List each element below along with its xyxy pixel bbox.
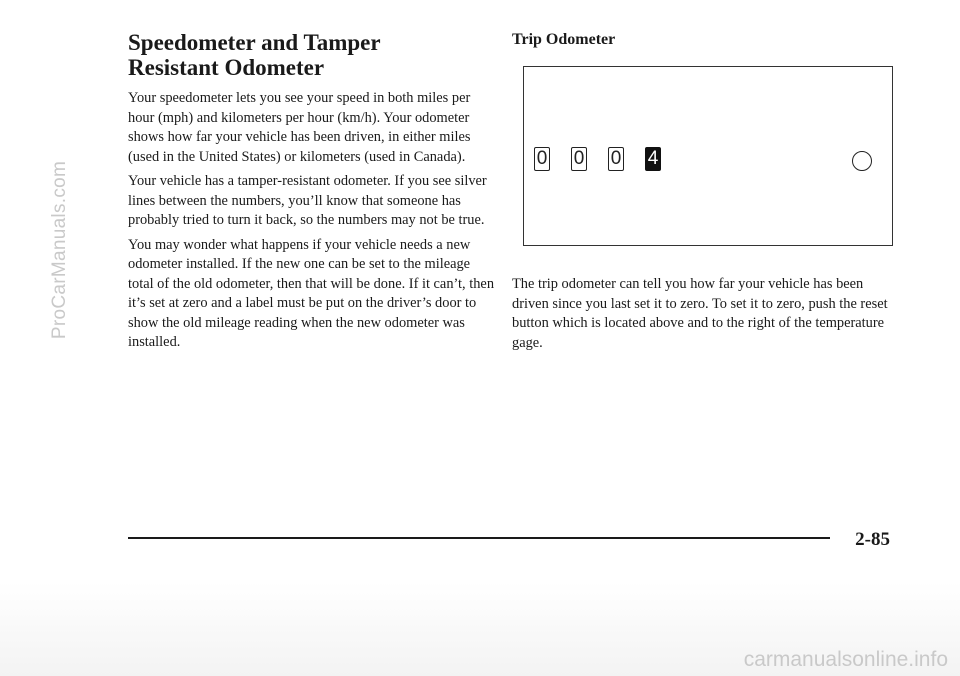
- section-title: [128, 30, 498, 80]
- paragraph-trip-odometer: The trip odometer can tell you how far your vehicle has been driven since you last set it to zero. To set it to zero, push the reset button which is located above and to the right of the temperature gage.: [512, 276, 888, 351]
- watermark-procarmanuals: ProCarManuals.com: [49, 160, 70, 340]
- paragraph-new-odometer: You may wonder what happens if your vehicle needs a new odometer installed. If the new one can be set to the mileage total of the old odometer, then that will be done. If it can’t, then it’s set at zero and a label must be put on the driver’s door to show the old mileage reading when the new odometer was installed.: [128, 236, 495, 350]
- trip-odometer-illustration: [523, 66, 893, 246]
- footer-divider: [128, 537, 830, 539]
- odometer-digits: [534, 147, 682, 171]
- right-column: [512, 30, 897, 358]
- odometer-digit-active: 4: [645, 147, 661, 171]
- page-number: 2-85: [855, 529, 890, 550]
- odometer-digit: 0: [571, 147, 587, 171]
- section-title-line2: Resistant Odometer: [128, 55, 325, 80]
- paragraph-speedometer: Your speedometer lets you see your speed in both miles per hour (mph) and kilometers per hour (km/h). Your odometer shows how far your vehicle has been driven, in either miles (used in the United States) or kilometers (used in Canada).: [128, 90, 471, 165]
- section-title-line1: Speedometer and Tamper: [128, 30, 381, 55]
- odometer-digit: 0: [608, 147, 624, 171]
- reset-button-icon: [852, 151, 872, 171]
- odometer-digit: 0: [534, 147, 550, 171]
- watermark-carmanualsonline: carmanualsonline.info: [743, 648, 948, 671]
- trip-odometer-title: Trip Odometer: [512, 31, 616, 48]
- left-column: [128, 30, 498, 358]
- paragraph-tamper-resistant: Your vehicle has a tamper-resistant odometer. If you see silver lines between the numbers, you’ll know that someone has probably tried to turn it back, so the numbers may not be true.: [128, 173, 487, 228]
